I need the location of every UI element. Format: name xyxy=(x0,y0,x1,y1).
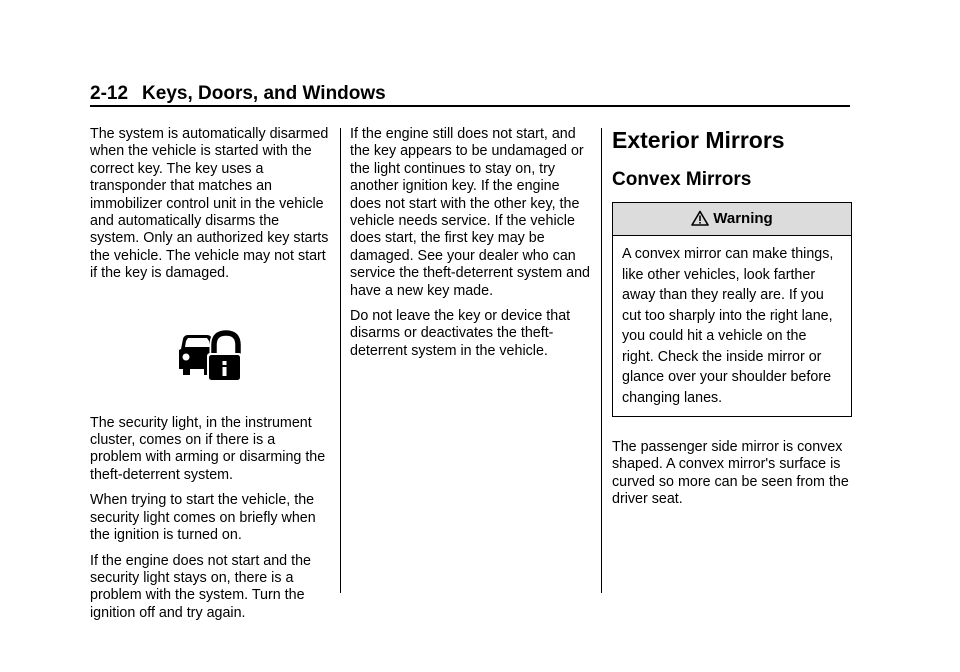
warning-header xyxy=(613,203,851,236)
column-left xyxy=(90,126,330,630)
section-title: Keys, Doors, and Windows xyxy=(142,83,386,104)
page-header xyxy=(90,82,850,106)
warning-triangle-icon xyxy=(691,210,709,226)
paragraph: If the engine still does not start, and the key appears to be undamaged or the light continues to stay on, try another ignition key. If the engine does not start with the other key, the vehicle needs service. If the vehicle does start, the first key may be damaged. See your dealer who can service the theft-deterrent system and have a new key made. xyxy=(350,126,590,299)
warning-box xyxy=(612,202,852,417)
paragraph: The system is automatically disarmed when the vehicle is started with the correct key. The key uses a transponder that matches an immobilizer control unit in the vehicle and automatically disarms the system. Only an authorized key starts the vehicle. The vehicle may not start if the key is damaged. xyxy=(90,126,329,282)
security-light-figure xyxy=(90,291,330,415)
section-heading: Exterior Mirrors xyxy=(612,127,785,153)
paragraph: The security light, in the instrument cluster, comes on if there is a problem with arming or disarming the theft-deterrent system. xyxy=(90,414,326,483)
column-middle xyxy=(350,126,592,368)
subsection-heading: Convex Mirrors xyxy=(612,169,752,190)
paragraph: The passenger side mirror is convex shaped. A convex mirror's surface is curved so more can be seen from the driver seat. xyxy=(612,439,849,508)
page-number: 2-12 xyxy=(90,83,129,104)
paragraph: When trying to start the vehicle, the security light comes on briefly when the ignition is turned on. xyxy=(90,492,316,544)
paragraph: Do not leave the key or device that disarms or deactivates the theft-deterrent system in the vehicle. xyxy=(350,308,571,359)
warning-text: A convex mirror can make things, like other vehicles, look farther away than they really are. If you cut too sharply into the right lane, you could hit a vehicle on the right. Check the inside mirror or glance over your shoulder before changing lanes. xyxy=(622,246,834,406)
column-divider-right xyxy=(601,128,602,593)
column-divider-left xyxy=(340,128,341,593)
warning-title: Warning xyxy=(713,210,773,227)
paragraph: If the engine does not start and the security light stays on, there is a problem with the system. Turn the ignition off and try again. xyxy=(90,552,311,621)
header-rule xyxy=(90,105,850,107)
column-right xyxy=(612,126,852,517)
security-light-icon xyxy=(178,329,242,383)
